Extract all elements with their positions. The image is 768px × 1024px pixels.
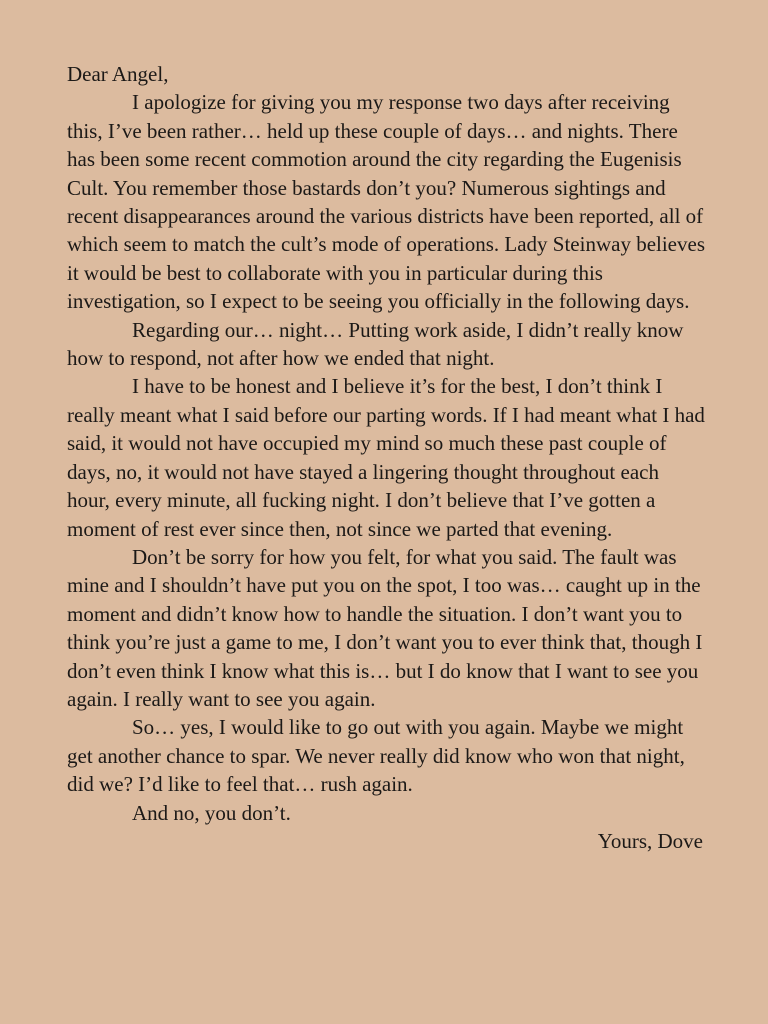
letter-greeting: Dear Angel,: [67, 62, 169, 86]
letter-paragraph: I apologize for giving you my response two days after receiving this, I’ve been rather… held up these couple of days… and nights. There has been some recent commotion around the city regarding the Eugenisis Cult. You remember those bastards don’t you? Numerous sightings and recent disappearances around the various districts have been reported, all of which seem to match the cult’s mode of operations. Lady Steinway believes it would be best to collaborate with you in particular during this investigation, so I expect to be seeing you officially in the following days.: [67, 90, 705, 314]
letter-paragraph: Don’t be sorry for how you felt, for what you said. The fault was mine and I shouldn’t have put you on the spot, I too was… caught up in the moment and didn’t know how to handle the situation. I don’t want you to think you’re just a game to me, I don’t want you to ever think that, though I don’t even think I know what this is… but I do know that I want to see you again. I really want to see you again.: [67, 544, 703, 711]
letter-paragraph: So… yes, I would like to go out with you again. Maybe we might get another chance to spar. We never really did know who won that night, did we? I’d like to feel that… rush again.: [67, 715, 685, 797]
letter-paragraph: I have to be honest and I believe it’s for the best, I don’t think I really meant what I said before our parting words. If I had meant what I had said, it would not have occupied my mind so much these past couple of days, no, it would not have stayed a lingering thought throughout each hour, every minute, all fucking night. I don’t believe that I’ve gotten a moment of rest ever since then, not since we parted that evening.: [67, 374, 705, 541]
letter-signoff: Yours, Dove: [597, 828, 703, 853]
letter-paragraph: And no, you don’t.: [132, 800, 291, 825]
letter-paragraph: Regarding our… night… Putting work aside, I didn’t really know how to respond, not after how we ended that night.: [67, 317, 684, 371]
letter-body: [67, 60, 707, 855]
